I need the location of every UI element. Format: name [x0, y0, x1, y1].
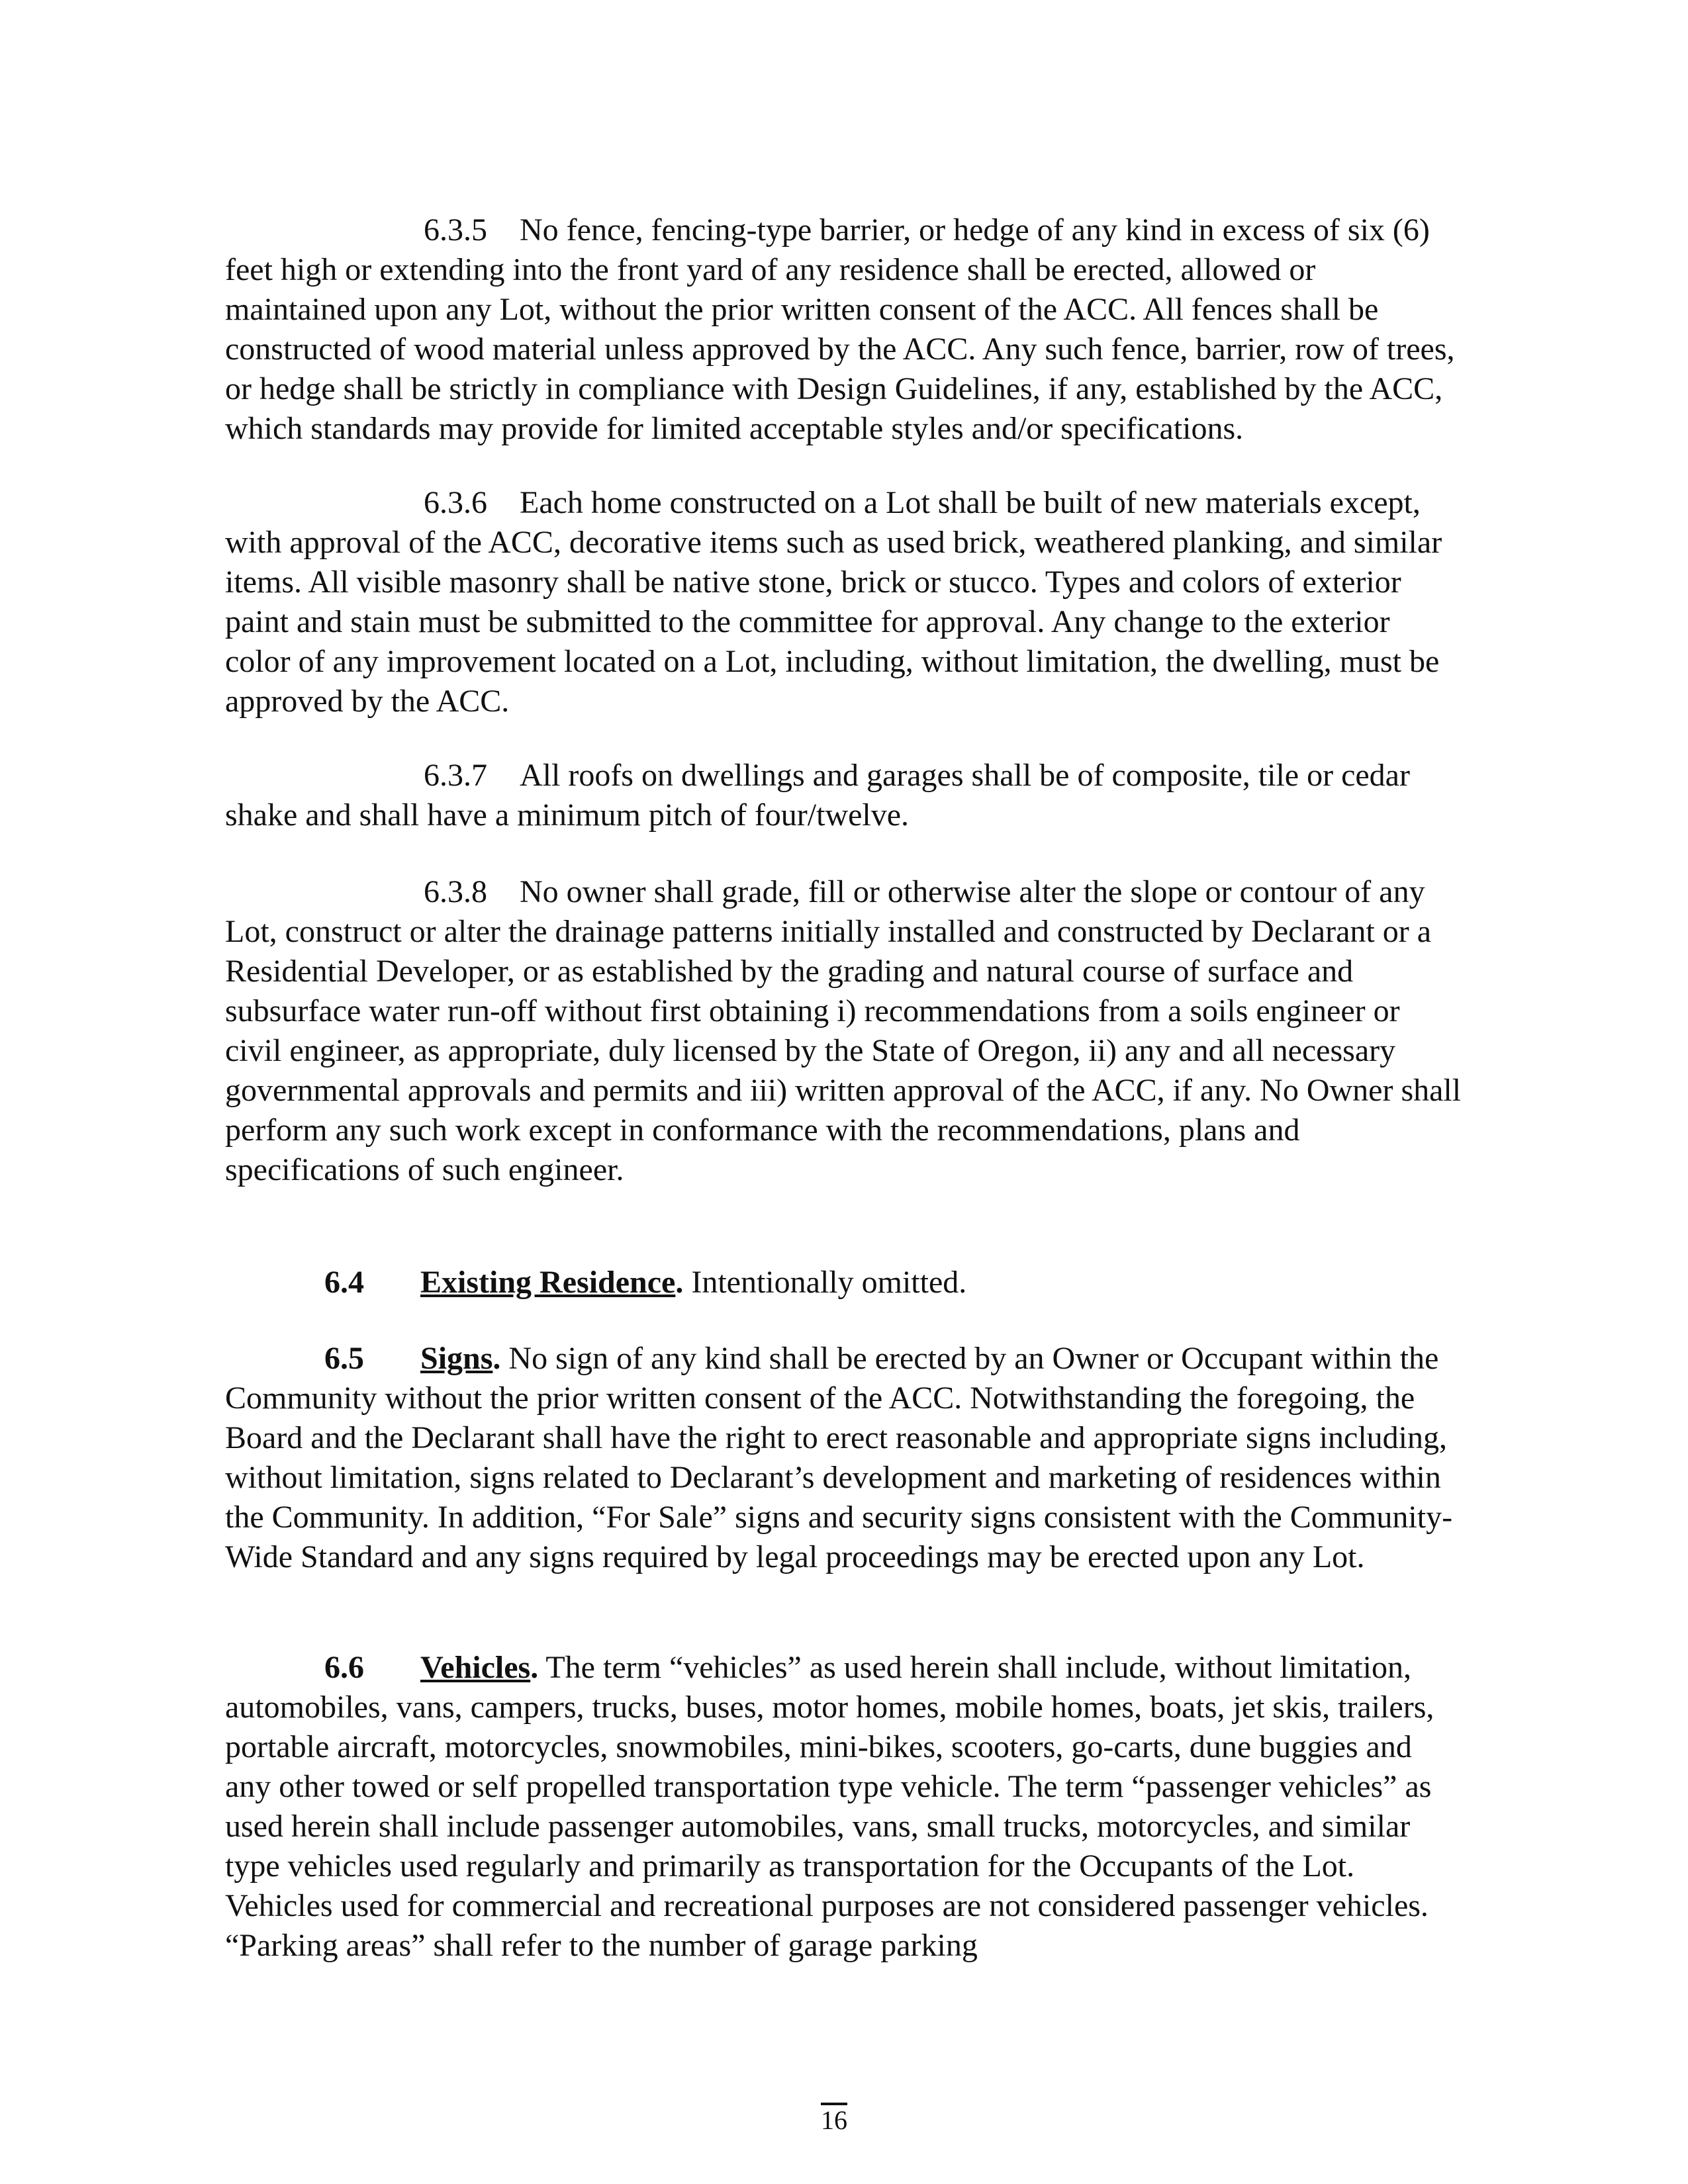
section-6-6: 6.6 Vehicles. The term “vehicles” as used herein shall include, without limitation, automobiles, vans, campers, trucks, buses, motor homes, mobile homes, boats, jet skis, trailers, portable aircraft, motorcycles, snowmobiles, mini-bikes, scooters, go-carts, dune buggies and any other towed or self propelled transportation type vehicle. The term “passenger vehicles” as used herein shall include passenger automobiles, vans, small trucks, motorcycles, and similar type vehicles used regularly and primarily as transportation for the Occupants of the Lot. Vehicles used for commercial and recreational purposes are not considered passenger vehicles. “Parking areas” shall refer to the number of garage parking: [225, 1648, 1463, 1966]
section-number: 6.4: [324, 1265, 364, 1300]
section-number: 6.6: [324, 1650, 364, 1685]
section-text: Intentionally omitted.: [691, 1265, 967, 1300]
section-text: The term “vehicles” as used herein shall include, without limitation, automobiles, vans, campers, trucks, buses, motor homes, mobile homes, boats, jet skis, trailers, portable aircraft, motorcycles, snowmobiles, mini-bikes, scooters, go-carts, dune buggies and any other towed or self propelled transportation type vehicle. The term “passenger vehicles” as used herein shall include passenger automobiles, vans, small trucks, motorcycles, and similar type vehicles used regularly and primarily as transportation for the Occupants of the Lot. Vehicles used for commercial and recreational purposes are not considered passenger vehicles. “Parking areas” shall refer to the number of garage parking: [225, 1650, 1434, 1963]
section-title: Existing Residence: [420, 1265, 676, 1300]
section-text: No sign of any kind shall be erected by an Owner or Occupant within the Community without the prior written consent of the ACC. Notwithstanding the foregoing, the Board and the Declarant shall have the right to erect reasonable and appropriate signs including, without limitation, signs related to Declarant’s development and marketing of residences within the Community. In addition, “For Sale” signs and security signs consistent with the Community-Wide Standard and any signs required by legal proceedings may be erected upon any Lot.: [225, 1341, 1453, 1574]
subsection-number: 6.3.8: [424, 874, 487, 909]
subsection-6-3-5: [225, 210, 1463, 449]
subsection-6-3-7: [225, 756, 1463, 835]
section-number: 6.5: [324, 1341, 364, 1376]
subsection-text: No owner shall grade, fill or otherwise alter the slope or contour of any Lot, construct or alter the drainage patterns initially installed and constructed by Declarant or a Residential Developer, or as established by the grading and natural course of surface and subsurface water run-off without first obtaining i) recommendations from a soils engineer or civil engineer, as appropriate, duly licensed by the State of Oregon, ii) any and all necessary governmental approvals and permits and iii) written approval of the ACC, if any. No Owner shall perform any such work except in conformance with the recommendations, plans and specifications of such engineer.: [225, 874, 1462, 1187]
section-6-5: 6.5 Signs. No sign of any kind shall be erected by an Owner or Occupant within the Community without the prior written consent of the ACC. Notwithstanding the foregoing, the Board and the Declarant shall have the right to erect reasonable and appropriate signs including, without limitation, signs related to Declarant’s development and marketing of residences within the Community. In addition, “For Sale” signs and security signs consistent with the Community-Wide Standard and any signs required by legal proceedings may be erected upon any Lot.: [225, 1339, 1463, 1577]
section-title: Vehicles: [420, 1650, 531, 1685]
subsection-number: 6.3.6: [424, 485, 487, 520]
subsection-text: No fence, fencing-type barrier, or hedge of any kind in excess of six (6) feet high or extending into the front yard of any residence shall be erected, allowed or maintained upon any Lot, without the prior written consent of the ACC. All fences shall be constructed of wood material unless approved by the ACC. Any such fence, barrier, row of trees, or hedge shall be strictly in compliance with Design Guidelines, if any, established by the ACC, which standards may provide for limited acceptable styles and/or specifications.: [225, 212, 1455, 446]
section-6-4: 6.4 Existing Residence. Intentionally omitted.: [225, 1263, 1463, 1302]
subsection-text: Each home constructed on a Lot shall be built of new materials except, with approval of the ACC, decorative items such as used brick, weathered planking, and similar items. All visible masonry shall be native stone, brick or stucco. Types and colors of exterior paint and stain must be submitted to the committee for approval. Any change to the exterior color of any improvement located on a Lot, including, without limitation, the dwelling, must be approved by the ACC.: [225, 485, 1442, 719]
subsection-6-3-8: [225, 872, 1463, 1190]
subsection-6-3-6: [225, 483, 1463, 721]
section-title: Signs: [420, 1341, 493, 1376]
subsection-text: All roofs on dwellings and garages shall be of composite, tile or cedar shake and shall have a minimum pitch of four/twelve.: [225, 758, 1410, 833]
subsection-number: 6.3.5: [424, 212, 487, 248]
page-number: 16: [821, 2105, 847, 2135]
subsection-number: 6.3.7: [424, 758, 487, 793]
